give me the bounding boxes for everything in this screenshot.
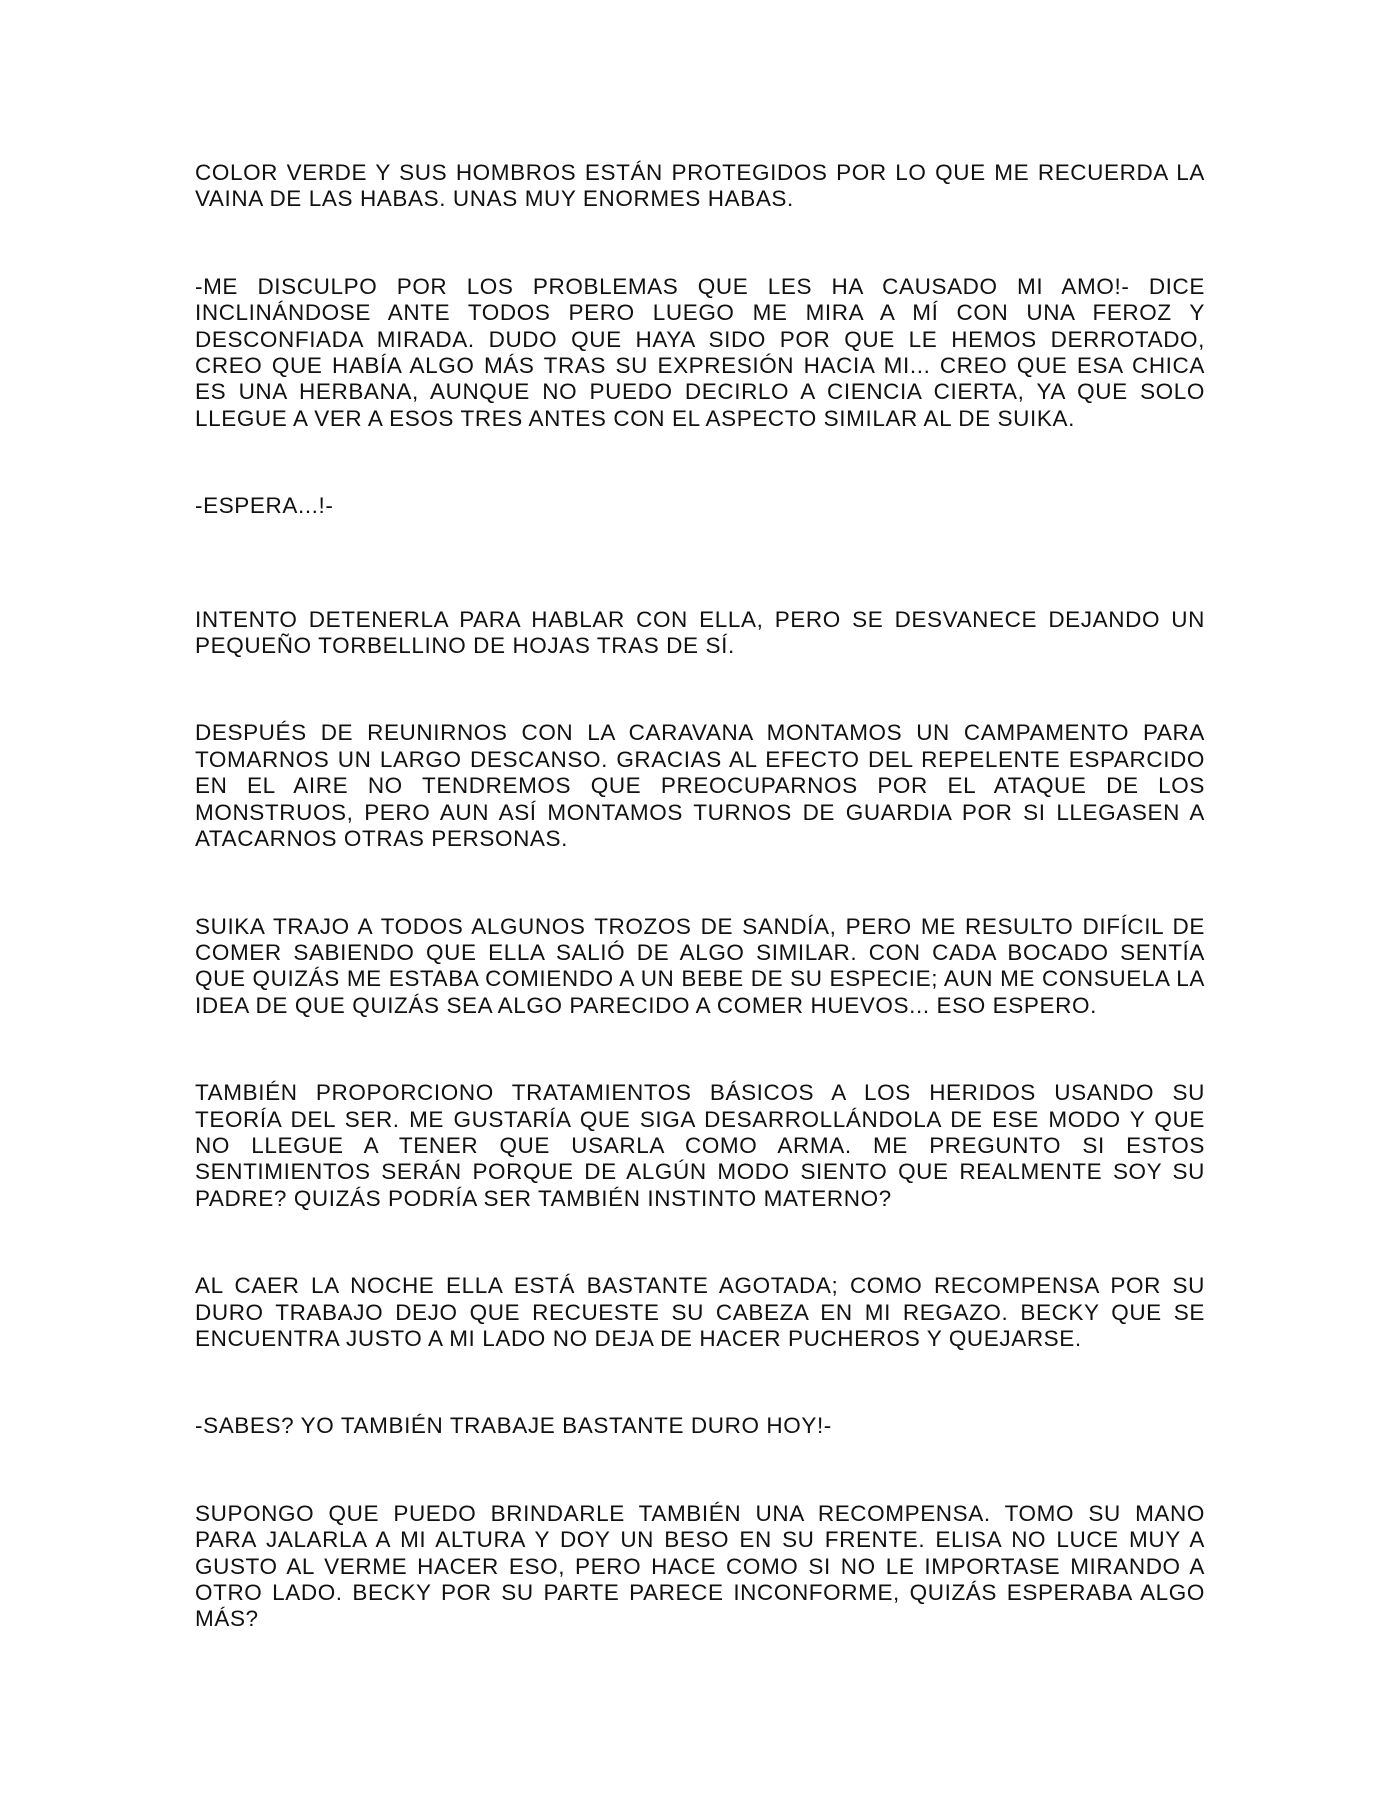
paragraph-4: INTENTO DETENERLA PARA HABLAR CON ELLA, PERO SE DESVANECE DEJANDO UN PEQUEÑO TORBELLINO DE HOJAS TRAS DE SÍ.	[195, 606, 1205, 659]
paragraph-9: -SABES? YO TAMBIÉN TRABAJE BASTANTE DURO HOY!-	[195, 1413, 832, 1439]
paragraph-8: AL CAER LA NOCHE ELLA ESTÁ BASTANTE AGOTADA; COMO RECOMPENSA POR SU DURO TRABAJO DEJO QUE RECUESTE SU CABEZA EN MI REGAZO. BECKY QUE SE ENCUENTRA JUSTO A MI LADO NO DEJA DE HACER PUCHEROS Y QUEJARSE.	[195, 1273, 1205, 1351]
paragraph-10: SUPONGO QUE PUEDO BRINDARLE TAMBIÉN UNA RECOMPENSA. TOMO SU MANO PARA JALARLA A MI ALTURA Y DOY UN BESO EN SU FRENTE. ELISA NO LUCE MUY A GUSTO AL VERME HACER ESO, PERO HACE COMO SI NO LE IMPORTASE MIRANDO A OTRO LADO. BECKY POR SU PARTE PARECE INCONFORME, QUIZÁS ESPERABA ALGO MÁS?	[195, 1500, 1205, 1632]
paragraph-3: -ESPERA...!-	[195, 493, 334, 519]
text-column	[195, 160, 1205, 1633]
paragraph-1: COLOR VERDE Y SUS HOMBROS ESTÁN PROTEGIDOS POR LO QUE ME RECUERDA LA VAINA DE LAS HABAS. UNAS MUY ENORMES HABAS.	[195, 160, 1205, 212]
paragraph-7: TAMBIÉN PROPORCIONO TRATAMIENTOS BÁSICOS A LOS HERIDOS USANDO SU TEORÍA DEL SER. ME GUSTARÍA QUE SIGA DESARROLLÁNDOLA DE ESE MODO Y QUE NO LLEGUE A TENER QUE USARLA COMO ARMA. ME PREGUNTO SI ESTOS SENTIMIENTOS SERÁN PORQUE DE ALGÚN MODO SIENTO QUE REALMENTE SOY SU PADRE? QUIZÁS PODRÍA SER TAMBIÉN INSTINTO MATERNO?	[195, 1080, 1205, 1211]
paragraph-6: SUIKA TRAJO A TODOS ALGUNOS TROZOS DE SANDÍA, PERO ME RESULTO DIFÍCIL DE COMER SABIENDO QUE ELLA SALIÓ DE ALGO SIMILAR. CON CADA BOCADO SENTÍA QUE QUIZÁS ME ESTABA COMIENDO A UN BEBE DE SU ESPECIE; AUN ME CONSUELA LA IDEA DE QUE QUIZÁS SEA ALGO PARECIDO A COMER HUEVOS... ESO ESPERO.	[195, 913, 1205, 1018]
paragraph-5: DESPUÉS DE REUNIRNOS CON LA CARAVANA MONTAMOS UN CAMPAMENTO PARA TOMARNOS UN LARGO DESCANSO. GRACIAS AL EFECTO DEL REPELENTE ESPARCIDO EN EL AIRE NO TENDREMOS QUE PREOCUPARNOS POR EL ATAQUE DE LOS MONSTRUOS, PERO AUN ASÍ MONTAMOS TURNOS DE GUARDIA POR SI LLEGASEN A ATACARNOS OTRAS PERSONAS.	[195, 720, 1205, 852]
paragraph-2: -ME DISCULPO POR LOS PROBLEMAS QUE LES HA CAUSADO MI AMO!- DICE INCLINÁNDOSE ANTE TODOS PERO LUEGO ME MIRA A MÍ CON UNA FEROZ Y DESCONFIADA MIRADA. DUDO QUE HAYA SIDO POR QUE LE HEMOS DERROTADO, CREO QUE HABÍA ALGO MÁS TRAS SU EXPRESIÓN HACIA MI... CREO QUE ESA CHICA ES UNA HERBANA, AUNQUE NO PUEDO DECIRLO A CIENCIA CIERTA, YA QUE SOLO LLEGUE A VER A ESOS TRES ANTES CON EL ASPECTO SIMILAR AL DE SUIKA.	[195, 273, 1205, 431]
